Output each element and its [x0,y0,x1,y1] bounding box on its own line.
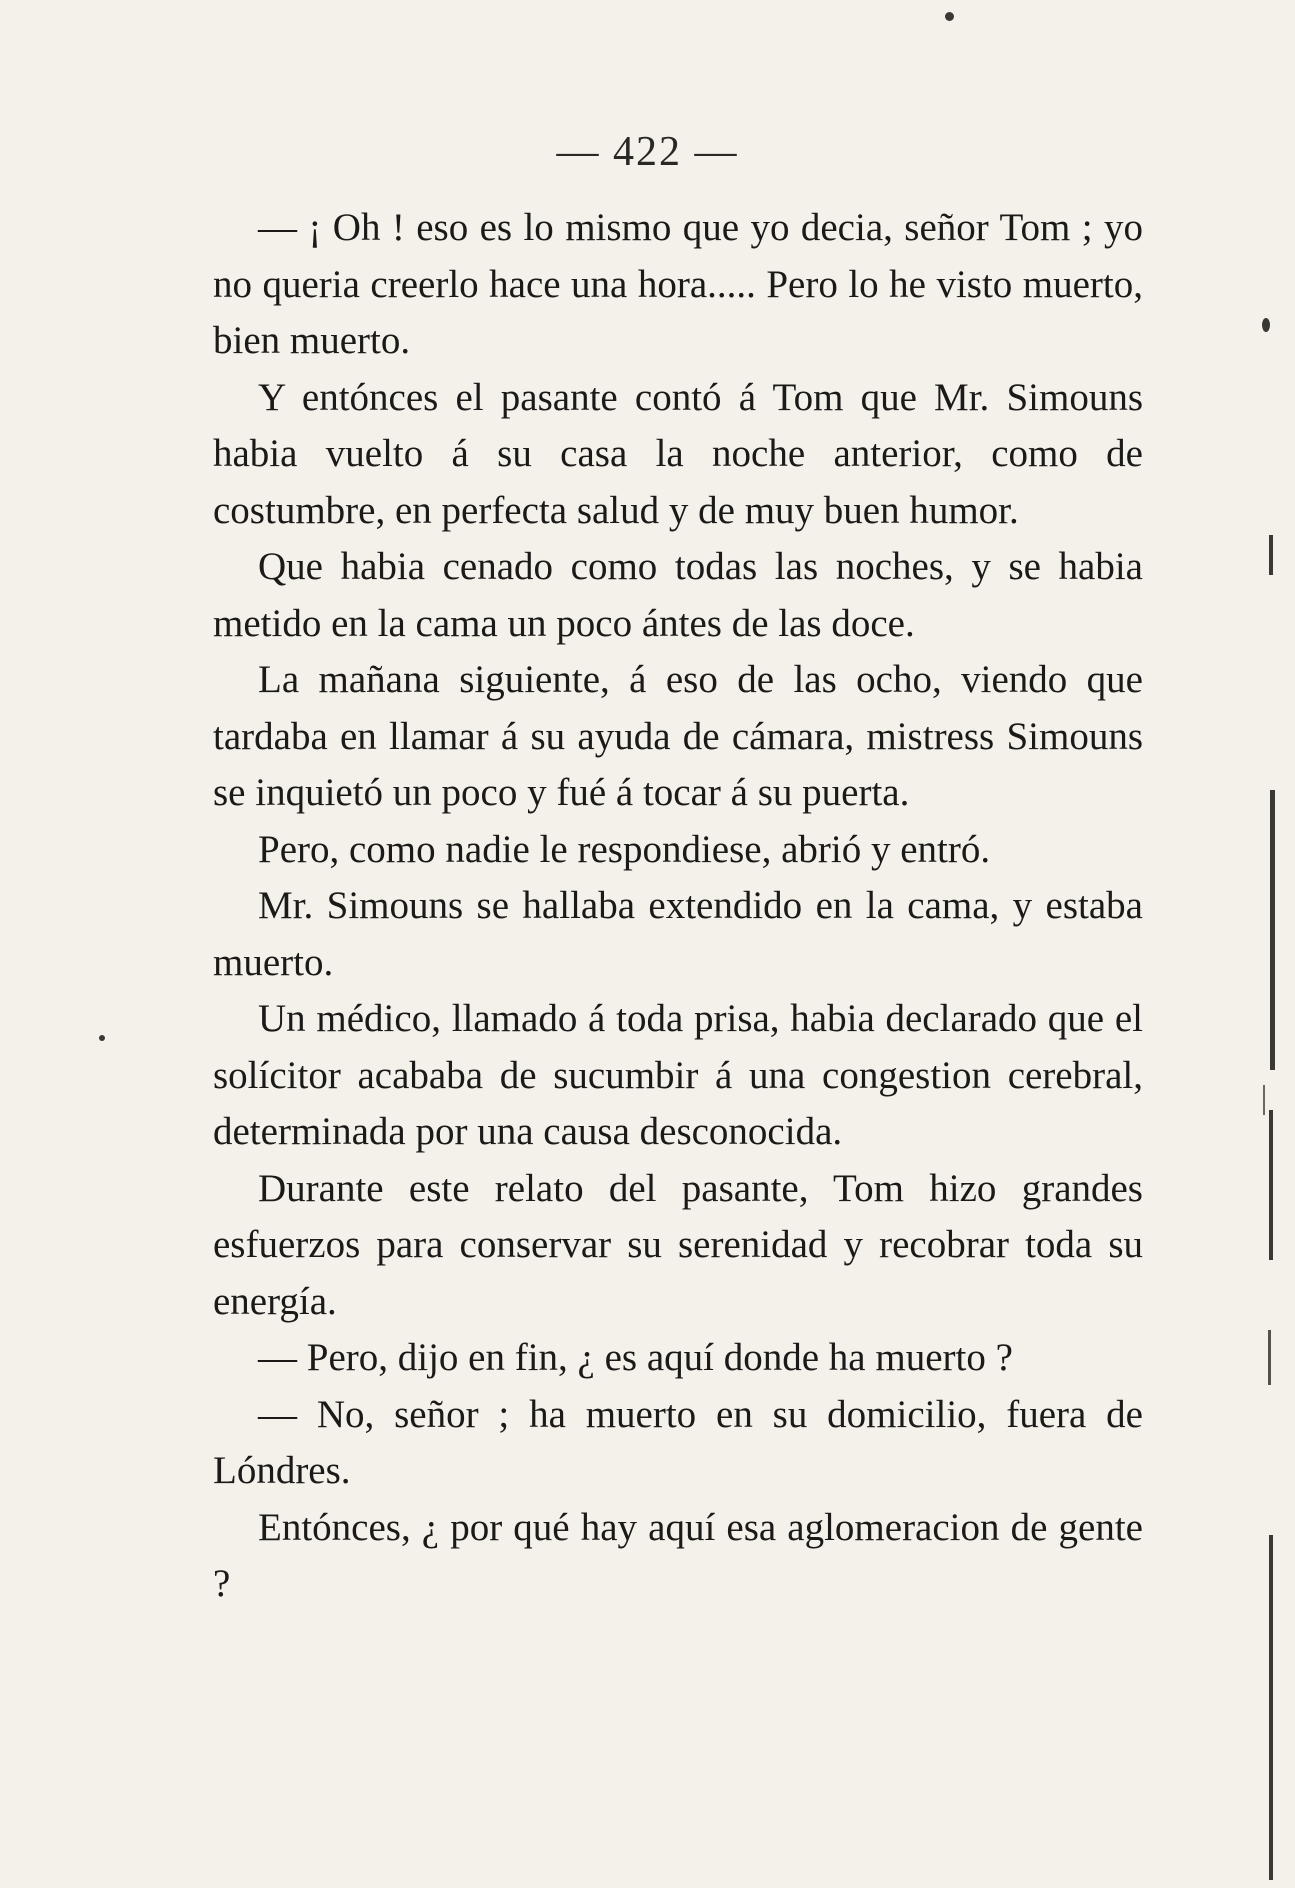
binding-edge-mark [1269,535,1273,575]
body-text [213,200,1143,1613]
paragraph-10: — No, señor ; ha muerto en su domicilio, fuera de Lóndres. [213,1392,1143,1492]
binding-edge-mark [1270,790,1275,1070]
binding-edge-mark [1269,1535,1273,1880]
paragraph-9: — Pero, dijo en fin, ¿ es aquí donde ha muerto ? [258,1336,1013,1379]
paragraph-7: Un médico, llamado á toda prisa, habia declarado que el solícitor acababa de sucumbir á una congestion cerebral, determinada por una causa desconocida. [213,997,1143,1153]
page-number: — 422 — [556,129,739,175]
paragraph-8: Durante este relato del pasante, Tom hizo grandes esfuerzos para conservar su serenidad y recobrar toda su energía. [213,1166,1143,1323]
binding-edge-mark [1269,1110,1273,1260]
paragraph-4: La mañana siguiente, á eso de las ocho, viendo que tardaba en llamar á su ayuda de cámara, mistress Simouns se inquietó un poco y fué á tocar á su puerta. [213,658,1143,814]
paragraph-5: Pero, como nadie le respondiese, abrió y entró. [258,827,991,871]
binding-edge-mark [1263,1085,1265,1115]
paragraph-2: Y entónces el pasante contó á Tom que Mr. Simouns habia vuelto á su casa la noche anterior, como de costumbre, en perfecta salud y de muy buen humor. [213,375,1143,532]
binding-edge-mark [1268,1330,1271,1385]
paragraph-1: — ¡ Oh ! eso es lo mismo que yo decia, señor Tom ; yo no queria creerlo hace una hora..... Pero lo he visto muerto, bien muerto. [213,206,1143,362]
paragraph-6: Mr. Simouns se hallaba extendido en la cama, y estaba muerto. [213,884,1143,984]
paragraph-11: Entónces, ¿ por qué hay aquí esa aglomeracion de gente ? [213,1505,1143,1605]
ink-speck [945,12,954,21]
ink-speck [1262,318,1270,332]
paragraph-3: Que habia cenado como todas las noches, y se habia metido en la cama un poco ántes de las doce. [213,545,1143,645]
ink-speck [99,1035,105,1041]
